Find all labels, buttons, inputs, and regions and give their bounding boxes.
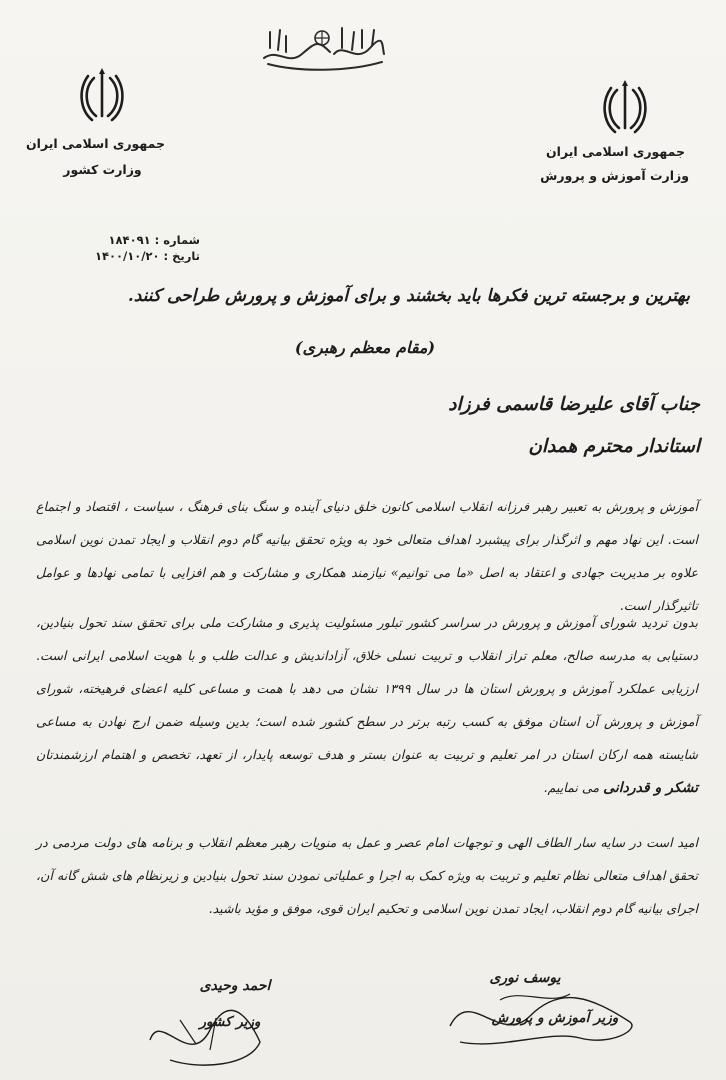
calligraphy-icon xyxy=(258,18,388,74)
header-left-country: جمهوری اسلامی ایران xyxy=(26,136,165,151)
leader-quote: بهترین و برجسته ترین فکرها باید بخشند و برای آموزش و پرورش طراحی کنند. xyxy=(127,286,690,306)
signature-right-title: وزیر آموزش و پرورش xyxy=(491,1010,619,1026)
paragraph-2-text: بدون تردید شورای آموزش و پرورش در سراسر کشور تبلور مسئولیت پذیری و مشارکت ملی برای تحقق سند تحول بنیادین، دستیابی به مدرسه صالح، معلم تراز انقلاب و تربیت نسلی خلاق، آزاداندیش و عدالت طلب و با هویت اسلامی ایرانی است. ارزیابی عملکرد آموزش و پرورش استان ها در سال ۱۳۹۹ نشان می دهد با همت و مساعی کلیه اعضای فرهیخته، شورای آموزش و پرورش آن استان موفق به کسب رتبه برتر در سطح کشور شده است؛ بدین وسیله ضمن ارج نهادن به مساعی شایسته همه ارکان استان در امر تعلیم و تربیت به عنوان بستر و هدف توسعه پایدار، از تعهد، تخصص و اهتمام ارزشمندتان xyxy=(36,615,698,762)
signature-left-title: وزیر کشور xyxy=(199,1014,261,1030)
bismillah-text xyxy=(388,18,389,19)
signature-right-scribble-icon xyxy=(440,976,660,1056)
recipient-title: استاندار محترم همدان xyxy=(528,436,700,457)
body-paragraph-1: آموزش و پرورش به تعبیر رهبر فرزانه انقلاب اسلامی کانون خلق دنیای آینده و سنگ بنای فرهنگ ، سیاست ، اقتصاد و اجتماع است. این نهاد مهم و اثرگذار برای پیشبرد اهداف متعالی خود به ویژه تحقق بیانیه گام دوم انقلاب و ایجاد تمدن نوین اسلامی علاوه بر مدیریت جهادی و اعتقاد به اصل «ما می توانیم» نیازمند همکاری و مشارکت و هم افزایی با تمامی نهادها و عوامل تاثیرگذار است. xyxy=(36,499,698,613)
bismillah-calligraphy xyxy=(258,18,388,74)
header-left xyxy=(26,66,200,276)
quote-attribution: (مقام معظم رهبری) xyxy=(294,338,436,357)
body-paragraph-3: امید است در سایه سار الطاف الهی و توجهات امام عصر و عمل به منویات رهبر معظم انقلاب و برنامه های دولت مردمی در تحقق اهداف متعالی نظام تعلیم و تربیت به ویژه کمک به اجرا و عملیاتی نمودن سند تحول بنیادین و زیرنظام های شش گانه آن، اجرای بیانیه گام دوم انقلاب، ایجاد تمدن نوین اسلامی و تحکیم ایران قوی، موفق و مؤید باشید. xyxy=(36,835,698,916)
header-left-ministry: وزارت کشور xyxy=(63,162,142,177)
recipient-name: جناب آقای علیرضا قاسمی فرزاد xyxy=(448,394,700,415)
letter-number: شماره : ۱۸۴۰۹۱ xyxy=(108,233,200,247)
header-right-country: جمهوری اسلامی ایران xyxy=(546,144,685,159)
body-paragraph-2 xyxy=(36,606,698,805)
signature-left-scribble-icon xyxy=(140,1000,270,1080)
iran-emblem-icon xyxy=(80,66,124,124)
header-right xyxy=(540,78,689,198)
signature-right-name: یوسف نوری xyxy=(489,970,561,986)
iran-emblem-icon xyxy=(603,78,647,136)
header-right-ministry: وزارت آموزش و پرورش xyxy=(540,168,689,183)
letter-date: تاریخ : ۱۴۰۰/۱۰/۲۰ xyxy=(94,249,200,263)
signature-left-name: احمد وحیدی xyxy=(199,978,271,994)
thanks-emphasis: تشکر و قدردانی xyxy=(603,780,698,796)
paragraph-2-closing: می نماییم. xyxy=(543,780,600,795)
